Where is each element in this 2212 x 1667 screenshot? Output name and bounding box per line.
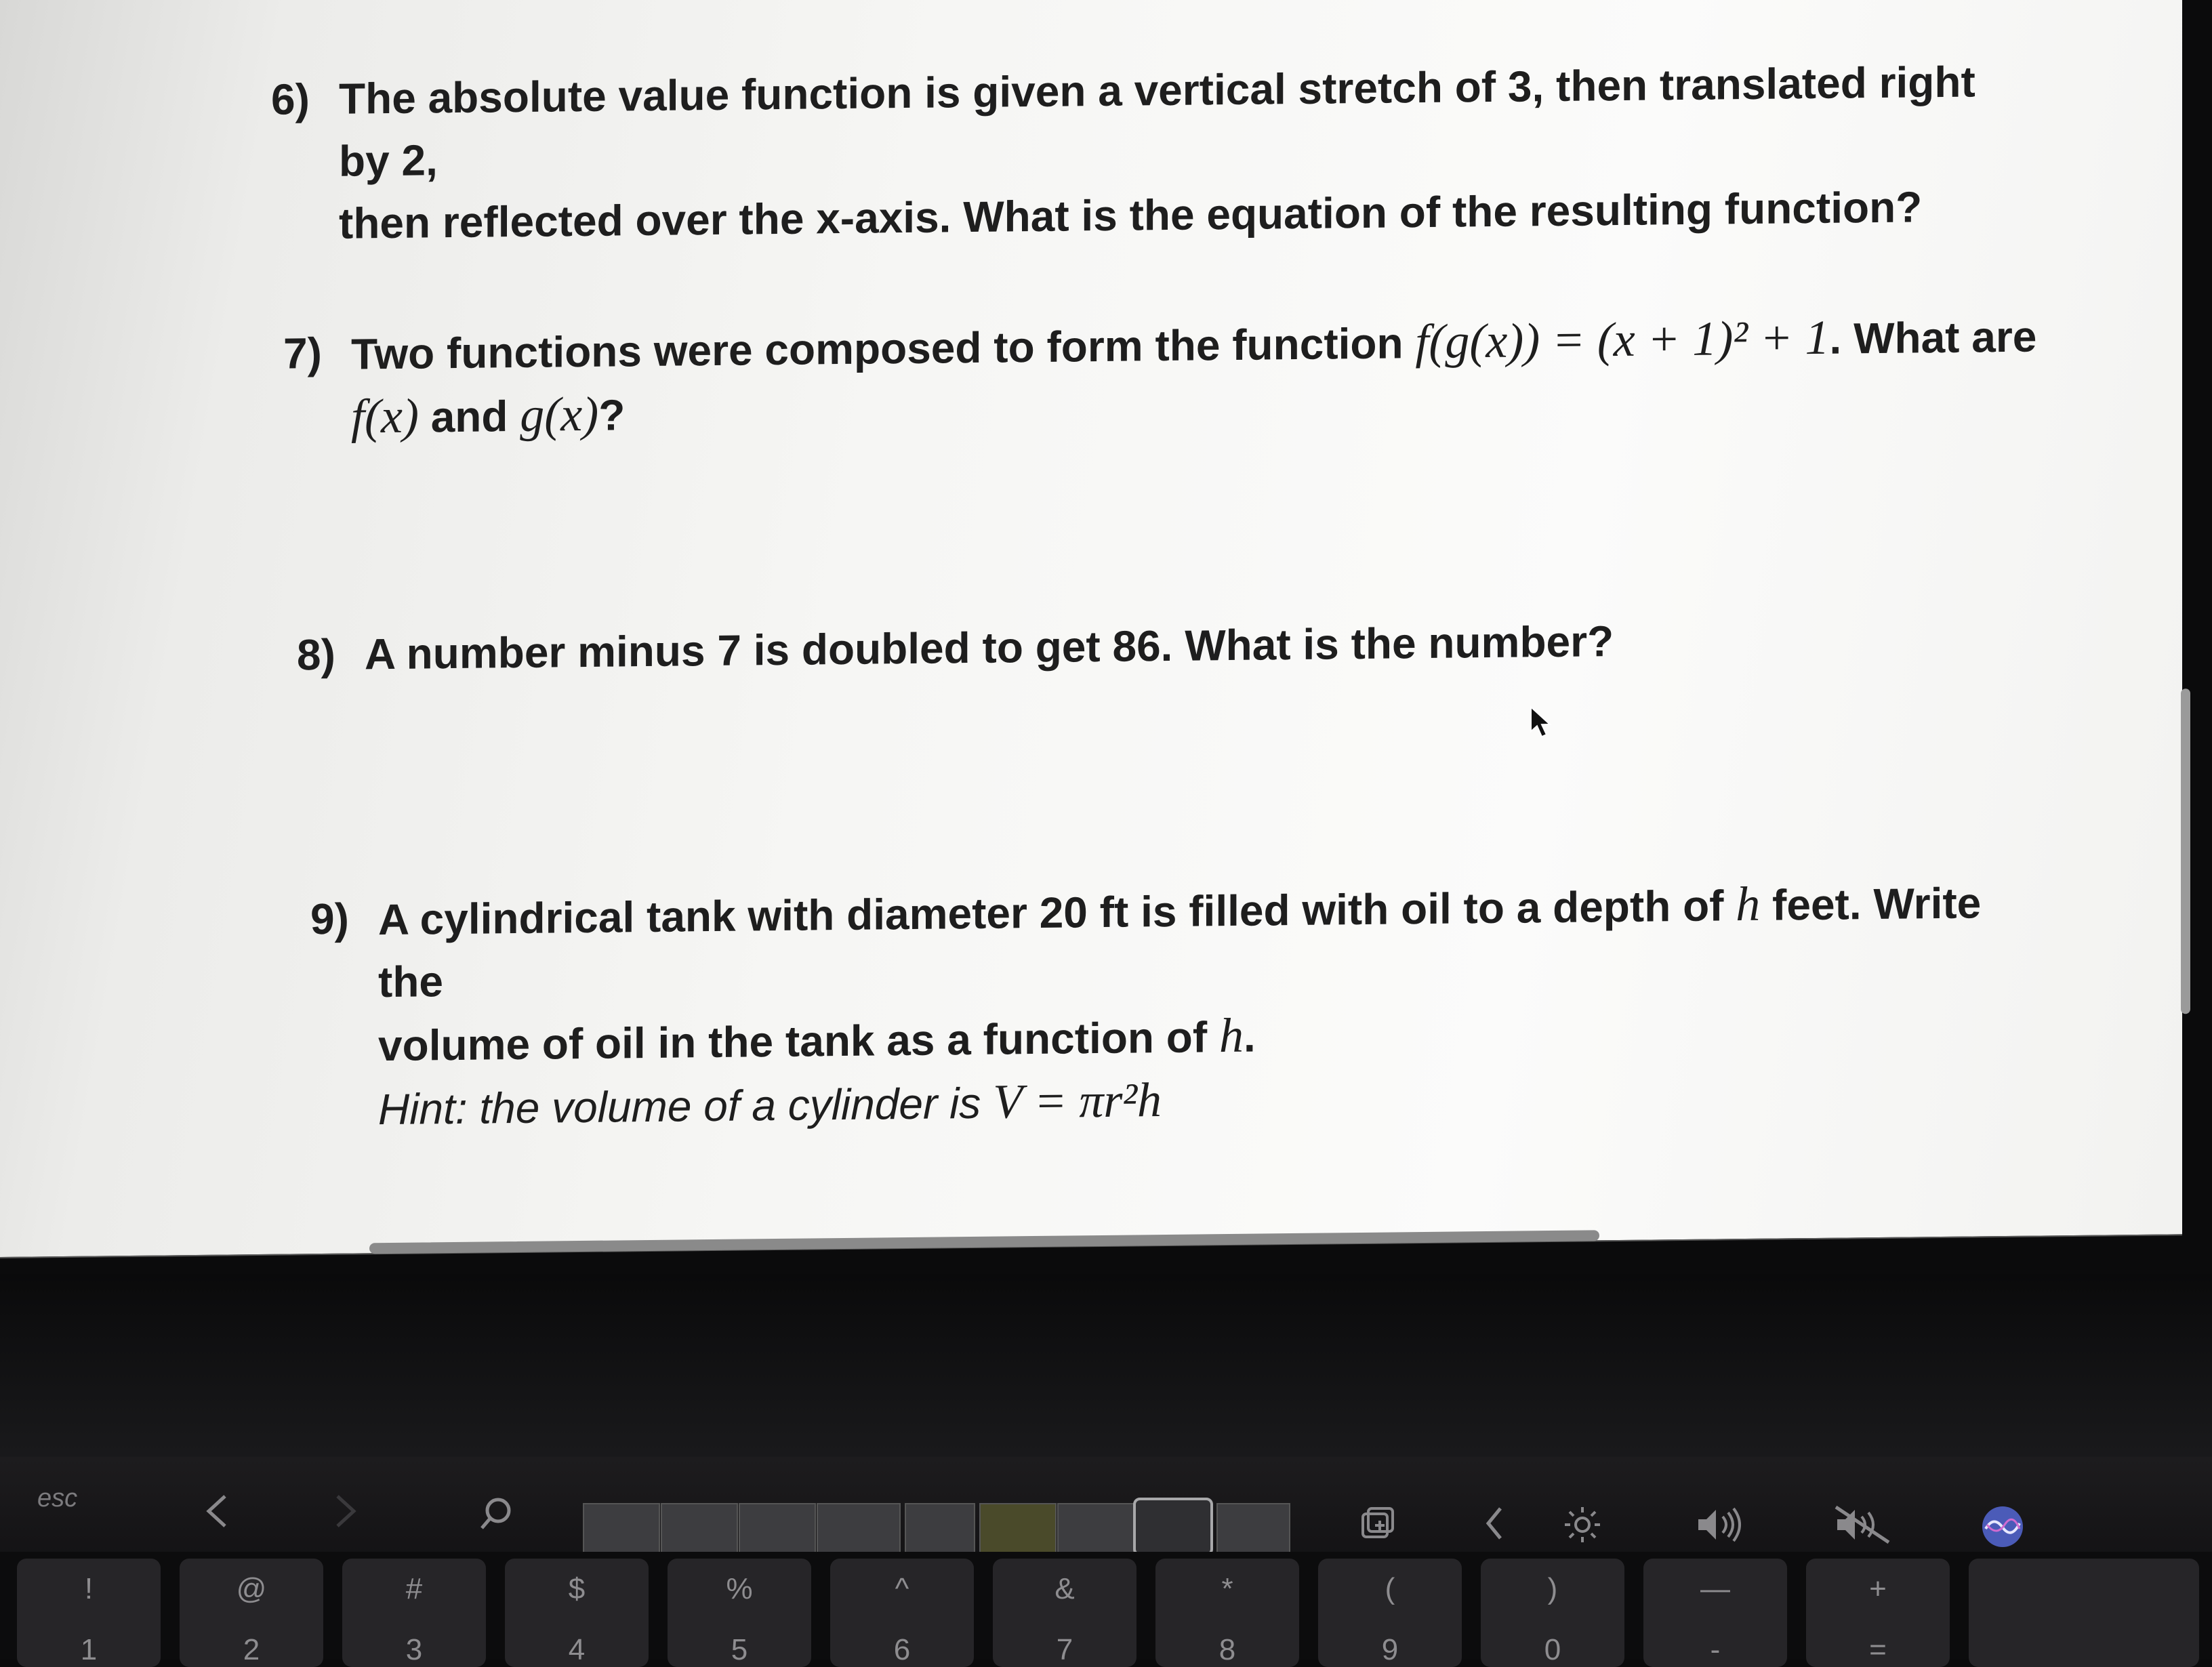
key-9[interactable] xyxy=(1318,1559,1462,1667)
tab-thumbnail[interactable] xyxy=(905,1503,975,1553)
touch-bar xyxy=(0,1457,2212,1555)
key-8[interactable] xyxy=(1155,1559,1299,1667)
question-text-segment: A cylindrical tank with diameter 20 ft is filled with oil to a depth of xyxy=(378,881,1736,945)
key-label: 3 xyxy=(405,1633,423,1666)
question-text-segment: . xyxy=(1243,1012,1256,1061)
horizontal-scrollbar[interactable] xyxy=(369,1230,1599,1254)
question-text xyxy=(378,870,2005,1140)
question-7 xyxy=(283,304,2045,444)
question-8 xyxy=(297,606,1991,680)
question-6 xyxy=(271,50,2033,248)
key-shift-label: & xyxy=(1054,1572,1075,1605)
question-number: 8) xyxy=(297,630,335,680)
question-text-segment: . What are xyxy=(1829,312,2037,363)
key-0[interactable] xyxy=(1481,1559,1624,1667)
keyboard-number-row xyxy=(0,1552,2212,1666)
question-text xyxy=(365,610,1614,685)
tab-thumbnail-selected[interactable] xyxy=(1133,1498,1213,1556)
key-label: - xyxy=(1710,1633,1721,1666)
key-equals[interactable] xyxy=(1806,1559,1950,1667)
key-label: 5 xyxy=(731,1633,748,1666)
composition-equation: f(g(x)) = (x + 1)² + 1 xyxy=(1415,310,1830,369)
tab-thumbnail[interactable] xyxy=(1057,1503,1134,1553)
key-minus[interactable] xyxy=(1643,1559,1787,1667)
question-text-segment: Two functions were composed to form the function xyxy=(351,318,1416,379)
key-5[interactable] xyxy=(668,1559,811,1667)
question-number: 9) xyxy=(310,894,349,944)
tab-thumbnail[interactable] xyxy=(661,1503,738,1553)
question-text-segment: ? xyxy=(598,390,626,440)
search-icon[interactable] xyxy=(478,1494,516,1532)
mouse-pointer-icon xyxy=(1528,705,1555,739)
tab-thumbnail[interactable] xyxy=(979,1503,1057,1553)
key-shift-label: ( xyxy=(1385,1572,1395,1605)
tab-thumbnail[interactable] xyxy=(739,1503,816,1553)
variable-h: h xyxy=(1736,876,1761,932)
key-7[interactable] xyxy=(993,1559,1136,1667)
key-label: 7 xyxy=(1056,1633,1073,1666)
siri-icon[interactable] xyxy=(1979,1503,2026,1550)
volume-icon[interactable] xyxy=(1694,1504,1748,1545)
tab-thumbnail[interactable] xyxy=(1216,1503,1290,1553)
question-9 xyxy=(310,870,2005,1134)
key-shift-label: @ xyxy=(236,1572,267,1605)
key-label: = xyxy=(1869,1633,1887,1666)
key-4[interactable] xyxy=(505,1559,649,1667)
key-6[interactable] xyxy=(830,1559,974,1667)
esc-button[interactable]: esc xyxy=(37,1484,78,1512)
key-shift-label: % xyxy=(726,1572,753,1605)
vertical-scrollbar[interactable] xyxy=(2181,688,2190,1014)
question-text-segment: volume of oil in the tank as a function of xyxy=(378,1012,1219,1071)
question-number: 6) xyxy=(271,75,310,124)
tab-thumbnail[interactable] xyxy=(817,1503,901,1553)
cylinder-volume-formula: V = πr²h xyxy=(993,1073,1162,1129)
key-label: 8 xyxy=(1218,1633,1236,1666)
key-shift-label: — xyxy=(1700,1572,1730,1605)
hint-text: Hint: the volume of a cylinder is xyxy=(378,1078,994,1134)
mute-icon[interactable] xyxy=(1833,1504,1894,1545)
key-shift-label: * xyxy=(1221,1572,1233,1605)
key-label: 1 xyxy=(80,1633,98,1666)
key-shift-label: + xyxy=(1869,1572,1887,1605)
key-label: 9 xyxy=(1381,1633,1399,1666)
key-shift-label: ) xyxy=(1547,1572,1558,1605)
chevron-left-icon[interactable] xyxy=(203,1491,230,1531)
key-shift-label: ! xyxy=(84,1572,94,1605)
g-of-x: g(x) xyxy=(520,386,599,442)
question-text xyxy=(351,304,2036,449)
key-shift-label: $ xyxy=(568,1572,586,1605)
question-line: A number minus 7 is doubled to get 86. What is the number? xyxy=(365,617,1614,679)
key-label: 0 xyxy=(1544,1633,1561,1666)
chevron-left-icon[interactable] xyxy=(1484,1504,1504,1542)
key-1[interactable] xyxy=(17,1559,161,1667)
key-shift-label: # xyxy=(405,1572,423,1605)
question-line: then reflected over the x-axis. What is the equation of the resulting function? xyxy=(339,182,1923,248)
laptop-bezel xyxy=(0,1274,2212,1464)
question-text xyxy=(339,50,2033,255)
variable-h: h xyxy=(1218,1008,1244,1063)
key-3[interactable] xyxy=(342,1559,486,1667)
key-delete[interactable] xyxy=(1969,1559,2199,1667)
question-number: 7) xyxy=(283,329,322,378)
question-text-segment: feet. Write the xyxy=(378,878,1982,1007)
tab-thumbnail[interactable] xyxy=(583,1503,660,1553)
question-line: The absolute value function is given a vertical stretch of 3, then translated right by 2, xyxy=(339,57,1975,186)
chevron-right-icon[interactable] xyxy=(332,1491,359,1531)
brightness-icon[interactable] xyxy=(1562,1504,1603,1545)
key-shift-label: ^ xyxy=(895,1572,909,1605)
key-2[interactable] xyxy=(180,1559,323,1667)
question-text-segment: and xyxy=(418,391,520,442)
question-line xyxy=(378,870,2005,1013)
key-label: 2 xyxy=(243,1633,260,1666)
new-tab-icon[interactable] xyxy=(1359,1504,1397,1542)
key-label: 6 xyxy=(893,1633,911,1666)
key-label: 4 xyxy=(568,1633,586,1666)
f-of-x: f(x) xyxy=(351,388,419,444)
